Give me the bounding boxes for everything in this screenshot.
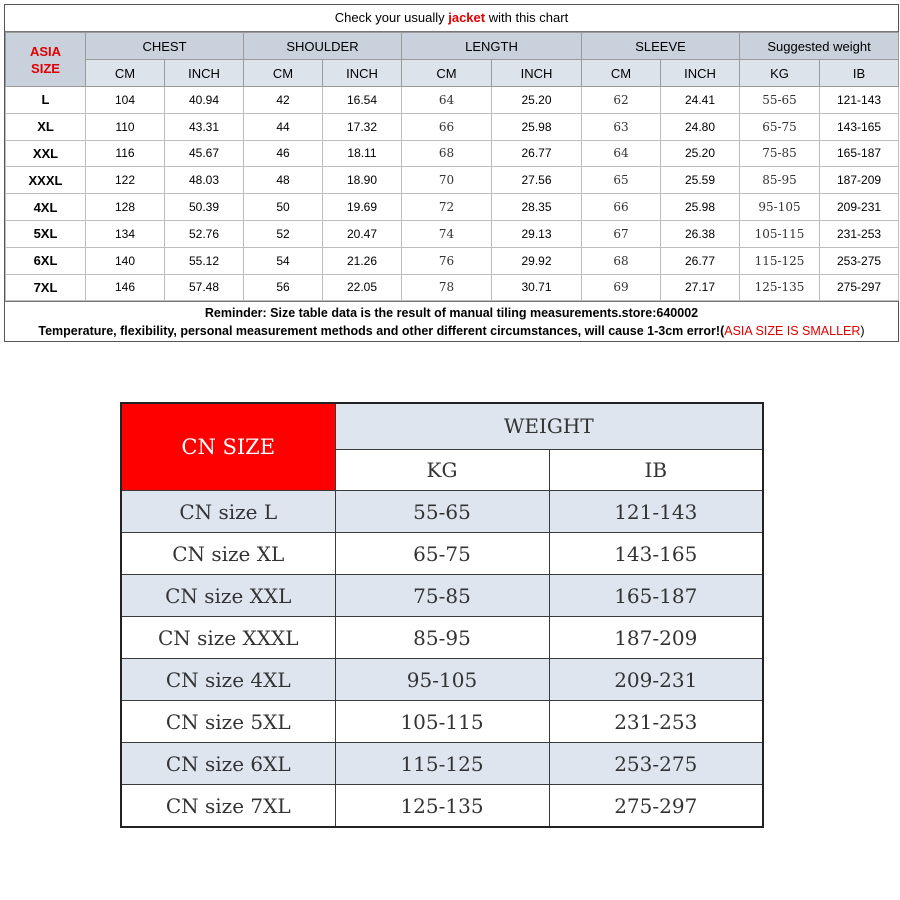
length-cm-cell: 74 <box>402 220 492 247</box>
table-row <box>121 701 763 743</box>
length-inch-cell: 30.71 <box>492 274 582 301</box>
weight-ib-cell: 253-275 <box>820 247 899 274</box>
cn-size-cell: CN size 6XL <box>121 743 335 785</box>
group-header-length: LENGTH <box>402 33 582 60</box>
chest-cm-cell: 140 <box>86 247 165 274</box>
chest-inch-cell: 52.76 <box>165 220 244 247</box>
error-warning-text: Temperature, flexibility, personal measurement methods and other different circumstances, will cause 1-3cm error!(ASIA SIZE IS SMALLER) <box>38 324 865 339</box>
weight-ib-cell: 187-209 <box>820 167 899 194</box>
weight-kg-cell: 95-105 <box>740 194 820 221</box>
kg-cell: 75-85 <box>335 575 549 617</box>
sleeve-inch-cell: 27.17 <box>661 274 740 301</box>
length-cm-cell: 70 <box>402 167 492 194</box>
weight-ib-cell: 143-165 <box>820 113 899 140</box>
chest-cm-cell: 128 <box>86 194 165 221</box>
length-inch-cell: 27.56 <box>492 167 582 194</box>
shoulder-cm-cell: 54 <box>244 247 323 274</box>
sleeve-cm-cell: 63 <box>582 113 661 140</box>
ib-cell: 121-143 <box>549 491 763 533</box>
cn-size-cell: CN size 5XL <box>121 701 335 743</box>
size-cell: 7XL <box>6 274 86 301</box>
weight-ib-cell: 121-143 <box>820 87 899 114</box>
unit-header: INCH <box>661 60 740 87</box>
shoulder-inch-cell: 16.54 <box>323 87 402 114</box>
shoulder-cm-cell: 42 <box>244 87 323 114</box>
chest-cm-cell: 122 <box>86 167 165 194</box>
cn-size-header: CN SIZE <box>121 403 335 491</box>
kg-cell: 115-125 <box>335 743 549 785</box>
chest-inch-cell: 45.67 <box>165 140 244 167</box>
kg-cell: 125-135 <box>335 785 549 828</box>
chest-inch-cell: 57.48 <box>165 274 244 301</box>
table-row <box>121 491 763 533</box>
length-inch-cell: 26.77 <box>492 140 582 167</box>
sleeve-inch-cell: 24.80 <box>661 113 740 140</box>
unit-header: CM <box>402 60 492 87</box>
sleeve-cm-cell: 65 <box>582 167 661 194</box>
sleeve-inch-cell: 25.59 <box>661 167 740 194</box>
sleeve-cm-cell: 64 <box>582 140 661 167</box>
size-cell: 5XL <box>6 220 86 247</box>
table-row <box>121 617 763 659</box>
unit-header: CM <box>86 60 165 87</box>
sleeve-cm-cell: 69 <box>582 274 661 301</box>
length-inch-cell: 29.13 <box>492 220 582 247</box>
chest-cm-cell: 134 <box>86 220 165 247</box>
asia-size-header: ASIA SIZE <box>6 33 86 87</box>
length-inch-cell: 25.98 <box>492 113 582 140</box>
chest-inch-cell: 50.39 <box>165 194 244 221</box>
ib-cell: 165-187 <box>549 575 763 617</box>
kg-cell: 85-95 <box>335 617 549 659</box>
chest-cm-cell: 104 <box>86 87 165 114</box>
kg-cell: 65-75 <box>335 533 549 575</box>
shoulder-cm-cell: 56 <box>244 274 323 301</box>
weight-kg-cell: 75-85 <box>740 140 820 167</box>
cn-size-cell: CN size 7XL <box>121 785 335 828</box>
length-cm-cell: 64 <box>402 87 492 114</box>
weight-ib-cell: 275-297 <box>820 274 899 301</box>
weight-kg-cell: 115-125 <box>740 247 820 274</box>
shoulder-cm-cell: 50 <box>244 194 323 221</box>
chest-cm-cell: 146 <box>86 274 165 301</box>
group-header-sleeve: SLEEVE <box>582 33 740 60</box>
shoulder-inch-cell: 22.05 <box>323 274 402 301</box>
shoulder-inch-cell: 19.69 <box>323 194 402 221</box>
measurement-note <box>5 301 898 341</box>
asia-smaller-note: ASIA SIZE IS SMALLER <box>724 324 861 339</box>
kg-header: KG <box>335 449 549 490</box>
group-header-weight: Suggested weight <box>740 33 899 60</box>
size-cell: 4XL <box>6 194 86 221</box>
cn-size-table <box>120 402 764 828</box>
unit-header: INCH <box>492 60 582 87</box>
table-row <box>121 533 763 575</box>
cn-size-cell: CN size XL <box>121 533 335 575</box>
size-cell: 6XL <box>6 247 86 274</box>
size-cell: XXXL <box>6 167 86 194</box>
sleeve-cm-cell: 67 <box>582 220 661 247</box>
shoulder-inch-cell: 17.32 <box>323 113 402 140</box>
chest-inch-cell: 43.31 <box>165 113 244 140</box>
length-cm-cell: 68 <box>402 140 492 167</box>
kg-cell: 95-105 <box>335 659 549 701</box>
kg-cell: 105-115 <box>335 701 549 743</box>
chest-cm-cell: 110 <box>86 113 165 140</box>
ib-cell: 209-231 <box>549 659 763 701</box>
size-table <box>5 32 899 301</box>
weight-header: WEIGHT <box>335 403 763 449</box>
weight-kg-cell: 55-65 <box>740 87 820 114</box>
length-cm-cell: 78 <box>402 274 492 301</box>
size-cell: L <box>6 87 86 114</box>
table-row <box>6 274 899 301</box>
jacket-size-chart <box>4 4 899 342</box>
chest-cm-cell: 116 <box>86 140 165 167</box>
cn-size-cell: CN size XXXL <box>121 617 335 659</box>
table-row <box>121 785 763 828</box>
weight-kg-cell: 65-75 <box>740 113 820 140</box>
shoulder-inch-cell: 18.90 <box>323 167 402 194</box>
shoulder-inch-cell: 21.26 <box>323 247 402 274</box>
table-row <box>6 113 899 140</box>
cn-size-cell: CN size 4XL <box>121 659 335 701</box>
unit-header: INCH <box>323 60 402 87</box>
size-cell: XL <box>6 113 86 140</box>
shoulder-cm-cell: 46 <box>244 140 323 167</box>
ib-cell: 253-275 <box>549 743 763 785</box>
shoulder-cm-cell: 48 <box>244 167 323 194</box>
unit-header: CM <box>244 60 323 87</box>
table-row <box>6 220 899 247</box>
group-header-chest: CHEST <box>86 33 244 60</box>
title-highlight: jacket <box>448 10 486 25</box>
cn-size-cell: CN size XXL <box>121 575 335 617</box>
table-row <box>6 247 899 274</box>
weight-ib-cell: 231-253 <box>820 220 899 247</box>
sleeve-cm-cell: 68 <box>582 247 661 274</box>
ib-cell: 143-165 <box>549 533 763 575</box>
unit-header: INCH <box>165 60 244 87</box>
shoulder-cm-cell: 44 <box>244 113 323 140</box>
weight-kg-cell: 105-115 <box>740 220 820 247</box>
group-header-shoulder: SHOULDER <box>244 33 402 60</box>
sleeve-inch-cell: 25.98 <box>661 194 740 221</box>
ib-cell: 275-297 <box>549 785 763 828</box>
cn-size-cell: CN size L <box>121 491 335 533</box>
ib-header: IB <box>549 449 763 490</box>
sleeve-inch-cell: 24.41 <box>661 87 740 114</box>
weight-ib-cell: 209-231 <box>820 194 899 221</box>
chest-inch-cell: 55.12 <box>165 247 244 274</box>
weight-kg-cell: 125-135 <box>740 274 820 301</box>
sleeve-cm-cell: 66 <box>582 194 661 221</box>
table-row <box>121 575 763 617</box>
length-inch-cell: 25.20 <box>492 87 582 114</box>
sleeve-inch-cell: 26.77 <box>661 247 740 274</box>
sleeve-cm-cell: 62 <box>582 87 661 114</box>
table-row <box>6 87 899 114</box>
shoulder-inch-cell: 18.11 <box>323 140 402 167</box>
length-inch-cell: 28.35 <box>492 194 582 221</box>
length-cm-cell: 76 <box>402 247 492 274</box>
shoulder-inch-cell: 20.47 <box>323 220 402 247</box>
shoulder-cm-cell: 52 <box>244 220 323 247</box>
cn-weight-chart <box>120 402 764 828</box>
kg-cell: 55-65 <box>335 491 549 533</box>
length-cm-cell: 66 <box>402 113 492 140</box>
chest-inch-cell: 48.03 <box>165 167 244 194</box>
length-inch-cell: 29.92 <box>492 247 582 274</box>
table-row <box>121 743 763 785</box>
sleeve-inch-cell: 25.20 <box>661 140 740 167</box>
weight-ib-cell: 165-187 <box>820 140 899 167</box>
size-cell: XXL <box>6 140 86 167</box>
ib-cell: 231-253 <box>549 701 763 743</box>
sleeve-inch-cell: 26.38 <box>661 220 740 247</box>
table-row <box>121 659 763 701</box>
ib-cell: 187-209 <box>549 617 763 659</box>
length-cm-cell: 72 <box>402 194 492 221</box>
table-row <box>6 167 899 194</box>
unit-header: KG <box>740 60 820 87</box>
weight-kg-cell: 85-95 <box>740 167 820 194</box>
chart-title: Check your usually jacket with this chart <box>5 5 898 32</box>
chest-inch-cell: 40.94 <box>165 87 244 114</box>
table-row <box>6 194 899 221</box>
unit-header: IB <box>820 60 899 87</box>
reminder-text: Reminder: Size table data is the result of manual tiling measurements.store:640002 <box>204 306 699 321</box>
unit-header: CM <box>582 60 661 87</box>
table-row <box>6 140 899 167</box>
